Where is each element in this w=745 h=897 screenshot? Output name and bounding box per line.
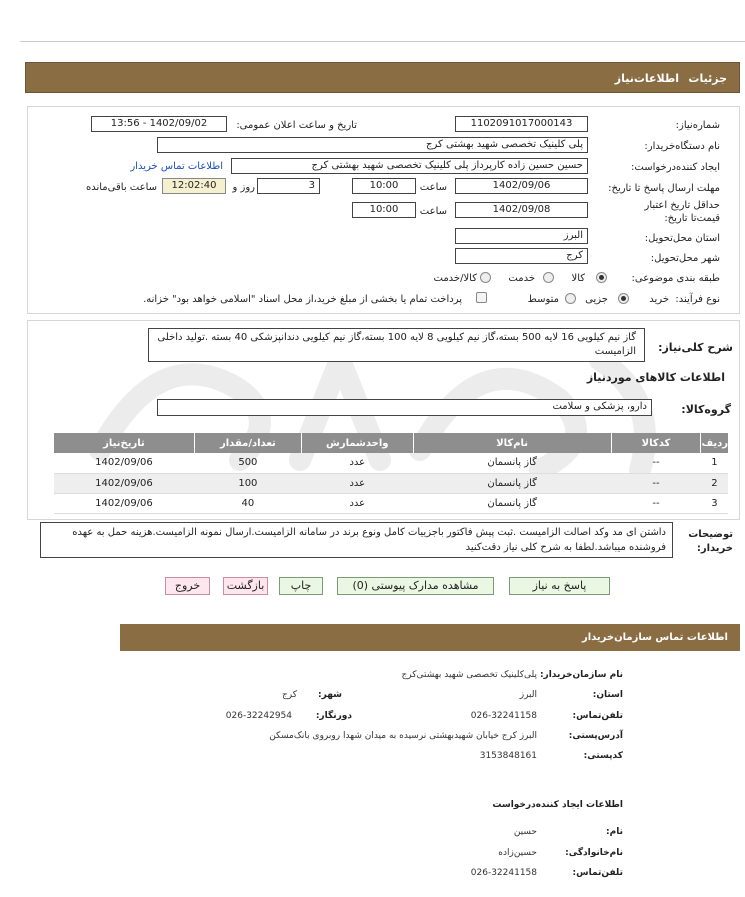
province-label: استان محل‌تحویل: [644,233,720,244]
cell: -- [611,493,701,513]
print-button[interactable]: چاپ [279,577,323,595]
address-value: البرز کرج خیابان شهیدبهشتی نرسیده به میدان شهدا روبروی بانک‌مسکن [269,731,537,741]
validity-date-field: 1402/09/08 [455,202,588,218]
buyer-org-field: پلی کلینیک تخصصی شهید بهشتی کرج [157,137,588,153]
need-number-label: شماره‌نیاز: [675,120,720,131]
name-label: نام: [606,827,623,837]
table-row [54,493,729,513]
cell: گاز پانسمان [413,473,611,493]
phone-value: 026-32241158 [470,711,537,721]
col-qty: تعداد/مقدار [194,433,301,453]
category-both-radio[interactable] [480,272,491,283]
col-date: تاریخ‌نیاز [54,433,195,453]
goods-group-label: گروه‌کالا: [681,403,731,416]
back-button[interactable]: بازگشت [223,577,268,595]
announce-field: 1402/09/02 - 13:56 [91,116,227,132]
cell: -- [611,473,701,493]
category-goods-label: کالا [571,273,585,284]
buyer-notes-field: داشتن ای مد وکد اصالت الزامیست .ثبت پیش فاکتور باجزییات کامل ونوع برند در سامانه الزامیست.ارسال نمونه الزامیست.هزینه حمل به عهده فروشنده میباشد.لطفا به شرح کلی نیاز دقت‌کنید [40,522,673,558]
deadline-time-field: 10:00 [352,178,416,194]
cell: 3 [701,493,728,513]
tab-need-info[interactable]: اطلاعات‌نیاز [614,72,679,85]
table-row [54,473,729,493]
family-label: نام‌خانوادگی: [565,848,623,858]
col-row: ردیف [701,433,728,453]
cell: 1 [701,453,728,473]
creator-field: حسین حسین زاده کارپرداز پلی کلینیک تخصصی شهید بهشتی کرج [231,158,588,174]
goods-group-field: دارو، پزشکی و سلامت [157,399,652,416]
top-divider [20,41,745,42]
tab-details[interactable]: جزئیات [688,72,727,85]
cell: 1402/09/06 [54,453,195,473]
fax-value: 026-32242954 [225,711,292,721]
col-code: کدکالا [611,433,701,453]
deadline-time-label: ساعت [419,182,447,193]
cell: 500 [194,453,301,473]
cell: عدد [301,453,413,473]
announce-label: تاریخ و ساعت اعلان عمومی: [236,120,357,131]
contact-province-label: استان: [592,690,623,700]
process-buy-label: خرید [649,294,669,305]
cell: -- [611,453,701,473]
creator-info-title: اطلاعات ایجاد کننده‌درخواست [492,800,623,810]
exit-button[interactable]: خروج [165,577,210,595]
category-both-label: کالا/خدمت [433,273,477,284]
cell: 40 [194,493,301,513]
cell: 100 [194,473,301,493]
city-field: کرج [455,248,588,264]
category-goods-radio[interactable] [596,272,607,283]
reply-button[interactable]: پاسخ به نیاز [509,577,610,595]
view-docs-button[interactable]: مشاهده مدارک پیوستی (0) [337,577,494,595]
address-label: آدرس‌پستی: [568,731,623,741]
creator-label: ایجاد کننده‌درخواست: [631,162,720,173]
cell: 2 [701,473,728,493]
contact-city-value: کرج [281,690,297,700]
cell: عدد [301,473,413,493]
contact-section-title: اطلاعات تماس سازمان‌خریدار [581,632,728,643]
process-partial-label: جزیی [585,294,608,305]
contact-city-label: شهر: [318,690,342,700]
validity-time-label: ساعت [419,206,447,217]
postal-label: کدپستی: [583,751,623,761]
name-value: حسین [513,827,537,837]
process-medium-label: متوسط [527,294,559,305]
cell: گاز پانسمان [413,453,611,473]
buyer-org-label: نام دستگاه‌خریدار: [644,141,720,152]
org-label: نام سازمان‌خریدار: [539,670,623,680]
validity-label: حداقل تاریخ اعتبار قیمت‌تا تاریخ: [644,200,720,224]
goods-info-title: اطلاعات کالاهای موردنیاز [586,371,725,384]
buyer-notes-label: توضیحات خریدار: [688,529,733,554]
deadline-label: مهلت ارسال پاسخ تا تاریخ: [608,183,720,194]
postal-value: 3153848161 [479,751,537,761]
col-unit: واحدشمارش [301,433,413,453]
buyer-contact-link[interactable]: اطلاعات تماس خریدار [130,161,223,172]
col-name: نام‌کالا [413,433,611,453]
city-label: شهر محل‌تحویل: [650,253,720,264]
page-header [25,62,740,93]
payment-note: پرداخت تمام یا بخشی از مبلغ خرید،از محل اسناد "اسلامی خواهد بود" خزانه. [143,294,462,305]
cell: 1402/09/06 [54,473,195,493]
fax-label: دورنگار: [315,711,352,721]
cell: گاز پانسمان [413,493,611,513]
category-label: طبقه بندی موضوعی: [631,273,720,284]
validity-time-field: 10:00 [352,202,416,218]
table-row [54,453,729,473]
phone-label: تلفن‌تماس: [572,711,623,721]
creator-phone-label: تلفن‌تماس: [572,868,623,878]
contact-province-value: البرز [519,690,537,700]
process-label: نوع فرآیند: [675,294,720,305]
remaining-label: ساعت باقی‌مانده [85,182,157,193]
province-field: البرز [455,228,588,244]
category-service-label: خدمت [508,273,535,284]
summary-label: شرح کلی‌نیاز: [658,341,733,354]
cell: عدد [301,493,413,513]
goods-table [53,433,728,514]
cell: 1402/09/06 [54,493,195,513]
deadline-date-field: 1402/09/06 [455,178,588,194]
summary-field: گاز نیم کیلویی 16 لایه 500 بسته،گاز نیم کیلویی 8 لایه 100 بسته،گاز نیم کیلویی دندانپزشکی 40 بسته .تولید داخلی الزامیست [148,328,645,362]
category-service-radio[interactable] [543,272,554,283]
contact-section-header [120,624,740,651]
days-field: 3 [257,178,320,194]
remaining-time-field: 12:02:40 [162,178,226,194]
org-value: پلی‌کلینیک تخصصی شهید بهشتی‌کرج [401,670,537,680]
creator-phone-value: 026-32241158 [470,868,537,878]
family-value: حسین‌زاده [498,848,537,858]
need-number-field: 1102091017000143 [455,116,588,132]
days-label: روز و [232,182,255,193]
